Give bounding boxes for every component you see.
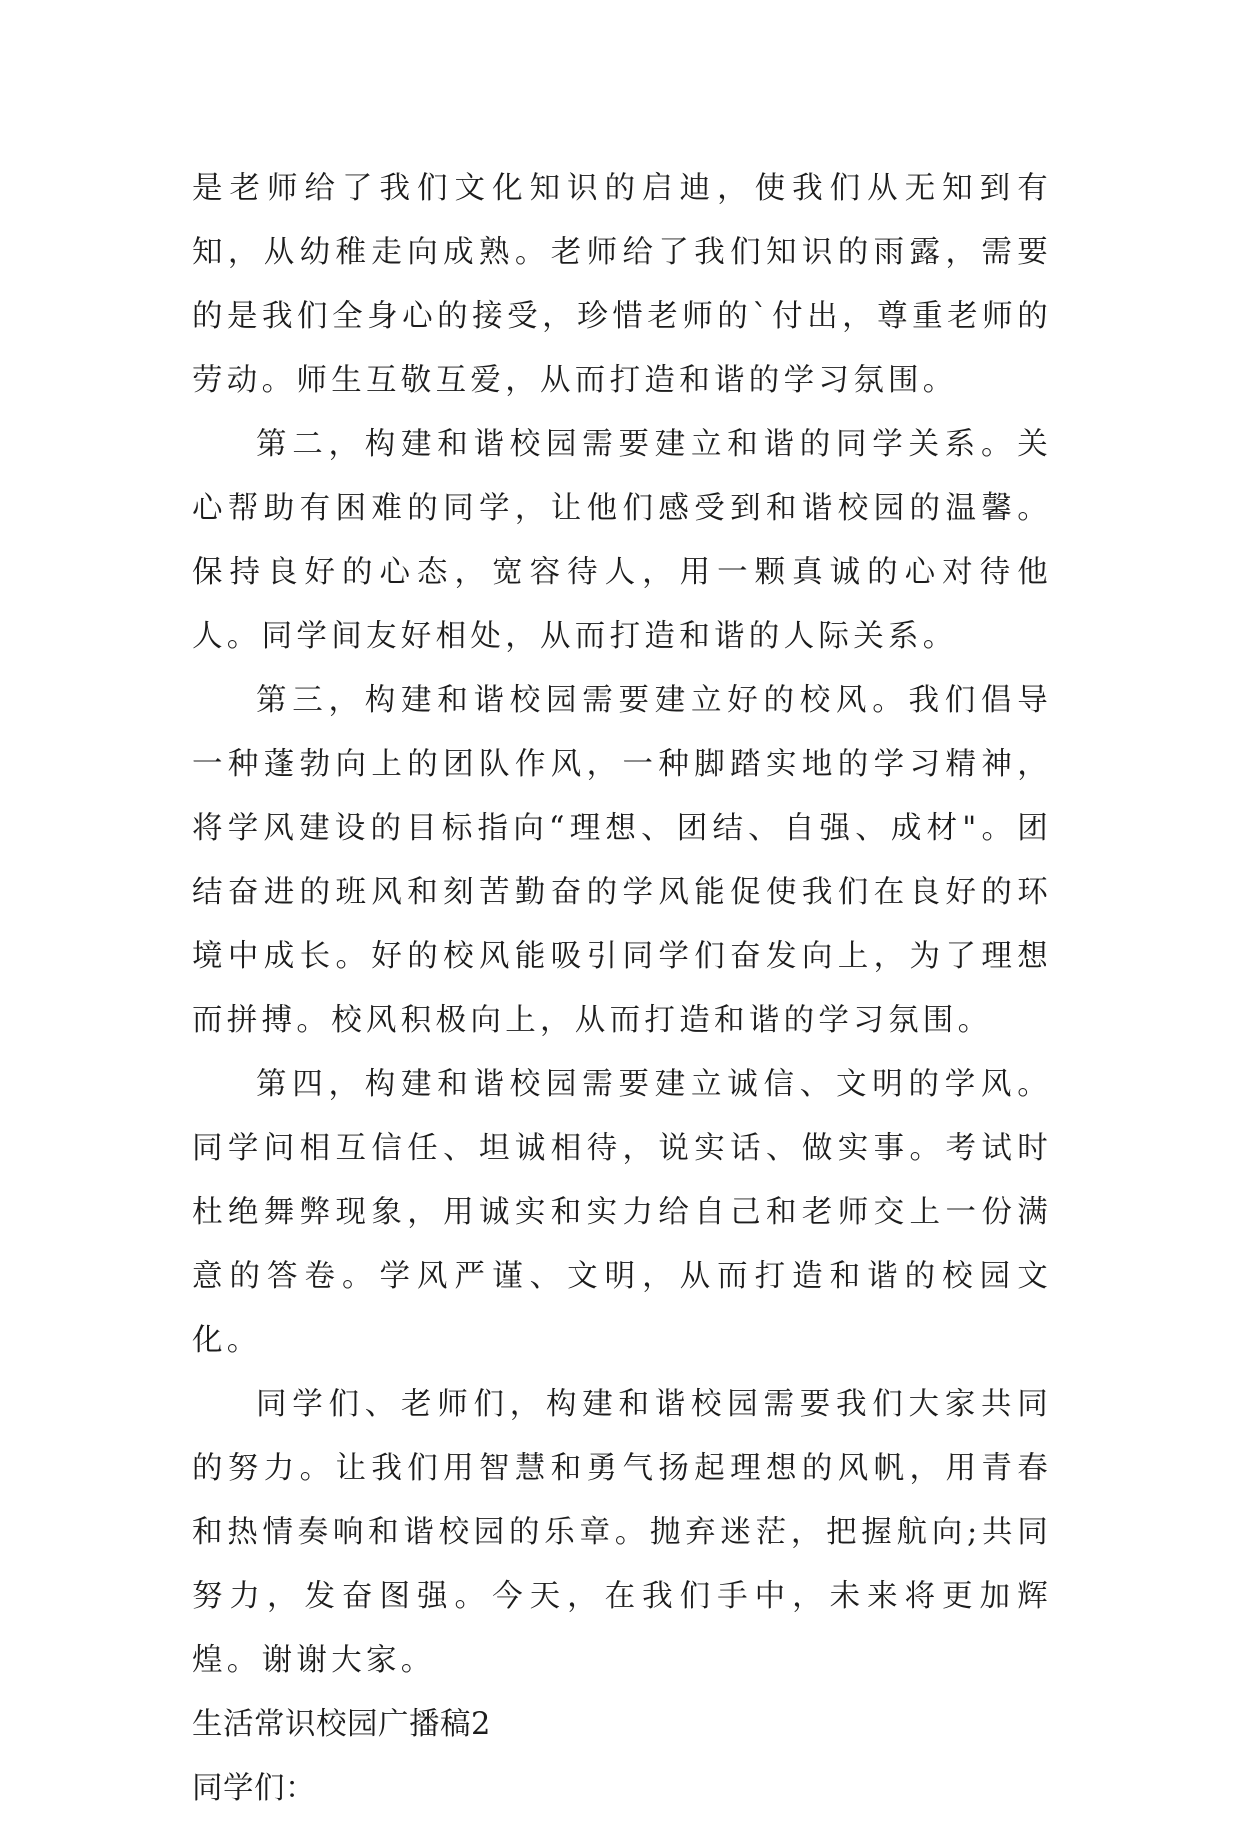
paragraph-third-point: 第三，构建和谐校园需要建立好的校风。我们倡导一种蓬勃向上的团队作风，一种脚踏实地的学习精神，将学风建设的目标指向“理想、团结、自强、成材"。团结奋进的班风和刻苦勤奋的学风能促使我们在良好的环境中成长。好的校风能吸引同学们奋发向上，为了理想而拼搏。校风积极向上，从而打造和谐的学习氛围。 <box>192 683 1052 1038</box>
paragraph-continuation: 是老师给了我们文化知识的启迪，使我们从无知到有知，从幼稚走向成熟。老师给了我们知识的雨露，需要的是我们全身心的接受，珍惜老师的`付出，尊重老师的劳动。师生互敬互爱，从而打造和谐的学习氛围。 <box>192 171 1052 398</box>
greeting-line: 同学们： <box>192 1771 316 1806</box>
paragraph-second-point: 第二，构建和谐校园需要建立和谐的同学关系。关心帮助有困难的同学，让他们感受到和谐校园的温馨。保持良好的心态，宽容待人，用一颗真诚的心对待他人。同学间友好相处，从而打造和谐的人际关系。 <box>192 427 1052 654</box>
document-body <box>192 157 1052 1821</box>
paragraph-closing: 同学们、老师们，构建和谐校园需要我们大家共同的努力。让我们用智慧和勇气扬起理想的风帆，用青春和热情奏响和谐校园的乐章。抛弃迷茫，把握航向;共同努力，发奋图强。今天，在我们手中，未来将更加辉煌。谢谢大家。 <box>192 1387 1052 1678</box>
section-heading: 生活常识校园广播稿2 <box>192 1707 491 1742</box>
paragraph-fourth-point: 第四，构建和谐校园需要建立诚信、文明的学风。同学问相互信任、坦诚相待，说实话、做实事。考试时杜绝舞弊现象，用诚实和实力给自己和老师交上一份满意的答卷。学风严谨、文明，从而打造和谐的校园文化。 <box>192 1067 1052 1358</box>
